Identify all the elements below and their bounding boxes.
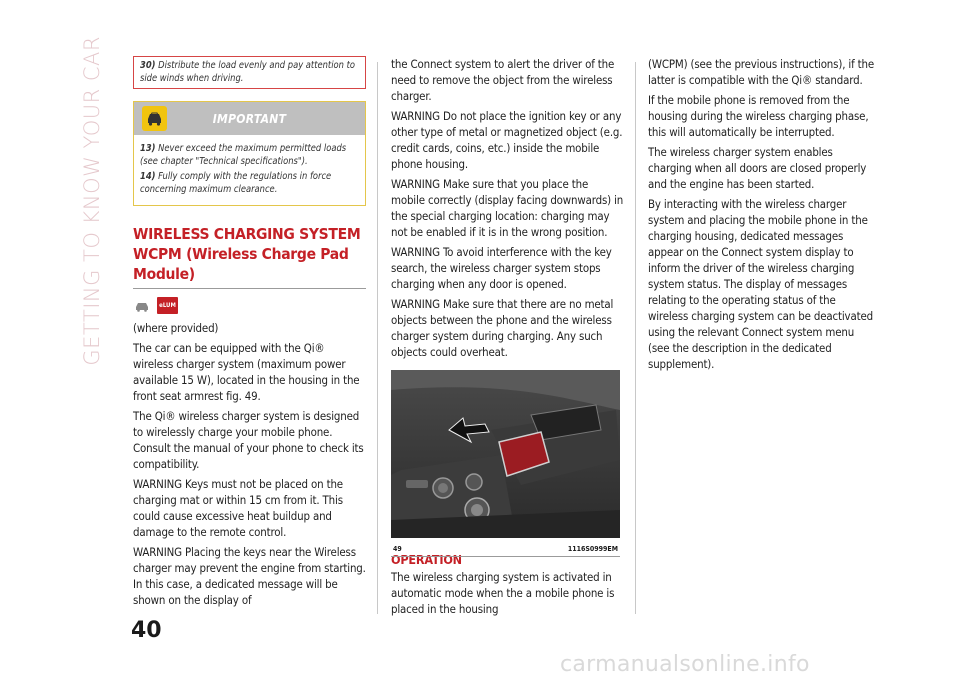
column-divider: [635, 62, 636, 614]
important-title: IMPORTANT: [212, 111, 287, 126]
important-body: [134, 135, 365, 205]
paragraph: WARNING Keys must not be placed on the charging mat or within 15 cm from it. This could cause excessive heat buildup and damage to the remote control.: [133, 477, 343, 539]
paragraph: By interacting with the wireless charger system and placing the mobile phone in the charging housing, dedicated messages appear on the Connect system display to inform the driver of the wireless charging system status. The display of messages relating to the operating status of the wireless charging system can be deactivated using the relevant Connect system menu (see the description in the dedicated supplement).: [648, 197, 873, 371]
important-item: [140, 143, 359, 168]
column-2: [391, 56, 624, 621]
note-text: Distribute the load evenly and pay attention to side winds when driving.: [140, 60, 356, 84]
operation-heading: OPERATION: [391, 552, 462, 567]
paragraph: If the mobile phone is removed from the housing during the wireless charging phase, this will automatically be interrupted.: [648, 93, 869, 139]
paragraph: WARNING Placing the keys near the Wireless charger may prevent the engine from starting. In this case, a dedicated message will be shown on the display of: [133, 545, 366, 607]
car-key-icon: [135, 300, 153, 312]
paragraph: The wireless charger system enables charging when all doors are closed properly and the engine has been started.: [648, 145, 867, 191]
wireless-charger-illustration: [391, 370, 620, 538]
item-text: Never exceed the maximum permitted loads (see chapter "Technical specifications").: [140, 143, 347, 167]
section-body: [133, 320, 366, 608]
chapter-title: GETTING TO KNOW YOUR CAR: [80, 36, 104, 366]
operation-text-block: [391, 569, 624, 617]
figure-code: 1116S0999EM: [567, 545, 618, 553]
column-3-text: [648, 56, 876, 372]
important-header: [134, 102, 365, 135]
paragraph: The Qi® wireless charger system is designed to wirelessly charge your mobile phone. Consult the manual of your phone to check its compatibility.: [133, 409, 364, 471]
watermark: carmanualsonline.info: [560, 652, 810, 677]
item-number: 14): [140, 171, 156, 182]
column-divider: [377, 62, 378, 614]
important-box: [133, 101, 366, 206]
paragraph: WARNING To avoid interference with the key search, the wireless charger system stops charging when any door is opened.: [391, 245, 612, 291]
paragraph: The wireless charging system is activated in automatic mode when the a mobile phone is placed in the housing: [391, 570, 615, 616]
figure-49-photo: [391, 370, 620, 553]
paragraph: (WCPM) (see the previous instructions), if the latter is compatible with the Qi® standard.: [648, 57, 875, 87]
warning-car-icon: [142, 106, 167, 131]
item-number: 13): [140, 143, 156, 154]
page-number: 40: [131, 618, 162, 643]
column-2-text: [391, 56, 624, 360]
chapter-side-tab: [78, 36, 106, 366]
figure-caption: [391, 542, 620, 557]
paragraph: The car can be equipped with the Qi® wireless charger system (maximum power available 15 W), located in the housing in the front seat armrest fig. 49.: [133, 341, 360, 403]
elum-badge: eLUM: [157, 297, 178, 314]
feature-icons: [135, 297, 366, 314]
paragraph: WARNING Make sure that there are no metal objects between the phone and the wireless charger system during charging. Any such objects could overheat.: [391, 297, 614, 359]
where-provided: (where provided): [133, 321, 219, 335]
item-text: Fully comply with the regulations in force concerning maximum clearance.: [140, 171, 332, 195]
section-heading: WIRELESS CHARGING SYSTEM WCPM (Wireless Charge Pad Module): [133, 224, 366, 289]
column-1: [133, 56, 366, 612]
paragraph: WARNING Make sure that you place the mobile correctly (display facing downwards) in the special charging location: charging may not be enabled if it is in the wrong position.: [391, 177, 624, 239]
note-number: 30): [140, 60, 156, 71]
figure-number: 49: [393, 545, 402, 553]
paragraph: WARNING Do not place the ignition key or any other type of metal or magnetized object (e.g. credit cards, coins, etc.) inside the mobile phone housing.: [391, 109, 623, 171]
important-item: [140, 171, 359, 196]
column-3: [648, 56, 876, 376]
note-30: [133, 56, 366, 89]
paragraph: the Connect system to alert the driver of the need to remove the object from the wireless charger.: [391, 57, 615, 103]
